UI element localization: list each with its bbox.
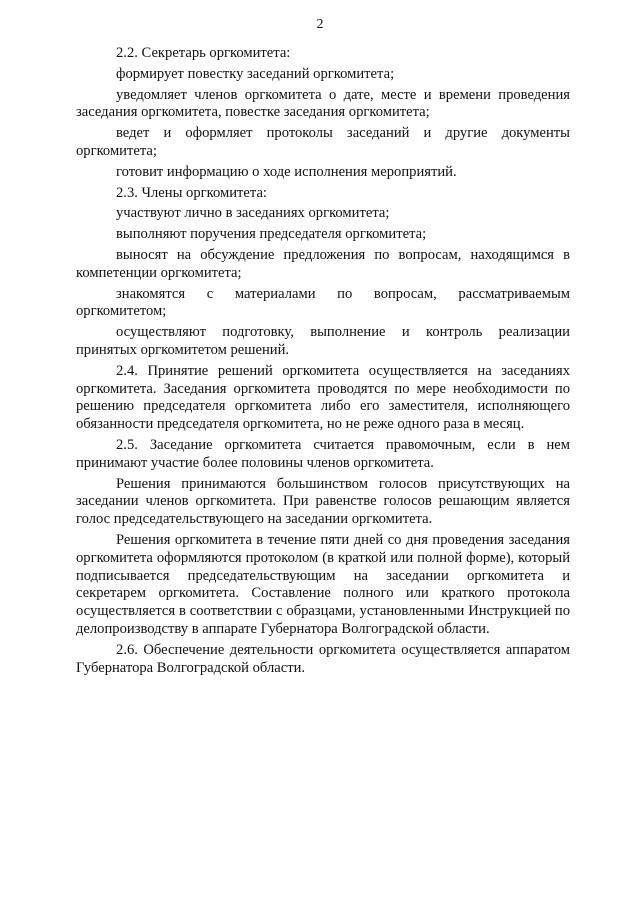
paragraph-secretary-minutes: ведет и оформляет протоколы заседаний и другие документы оргкомитета; [76, 125, 570, 159]
paragraph-members-materials: знакомятся с материалами по вопросам, рассматриваемым оргкомитетом; [76, 285, 570, 320]
paragraph-2-6: 2.6. Обеспечение деятельности оргкомитета осуществляется аппаратом Губернатора Волгоградской области. [76, 641, 570, 676]
paragraph-2-5: 2.5. Заседание оргкомитета считается правомочным, если в нем принимают участие более половины членов оргкомитета. [76, 436, 570, 471]
paragraph-members-participate: участвуют лично в заседаниях оргкомитета; [116, 205, 390, 222]
paragraph-secretary-info: готовит информацию о ходе исполнения мероприятий. [116, 163, 457, 180]
paragraph-secretary-notify: уведомляет членов оргкомитета о дате, месте и времени проведения заседания оргкомитета, повестке заседания оргкомитета; [76, 86, 570, 121]
paragraph-decisions-protocol: Решения оргкомитета в течение пяти дней со дня проведения заседания оргкомитета оформляются протоколом (в краткой или полной форме), который подписывается председательствующим на заседании оргкомитета и секретарем оргкомитета. Составление полного или краткого протокола осуществляется в соответствии с образцами, установленными Инструкцией по делопроизводству в аппарате Губернатора Волгоградской области. [76, 531, 570, 637]
paragraph-2-2-heading: 2.2. Секретарь оргкомитета: [116, 45, 291, 61]
paragraph-members-proposals: выносят на обсуждение предложения по вопросам, находящимся в компетенции оргкомитета; [76, 246, 570, 281]
document-body [76, 42, 570, 677]
paragraph-decisions-majority: Решения принимаются большинством голосов присутствующих на заседании членов оргкомитета. При равенстве голосов решающим является голос председательствующего на заседании оргкомитета. [76, 475, 570, 528]
paragraph-members-implementation: осуществляют подготовку, выполнение и контроль реализации принятых оргкомитетом решений. [76, 324, 570, 358]
paragraph-2-4: 2.4. Принятие решений оргкомитета осуществляется на заседаниях оргкомитета. Заседания оргкомитета проводятся по мере необходимости по решению председателя оргкомитета либо его заместителя, исполняющего обязанности председателя оргкомитета, но не реже одного раза в месяц. [76, 362, 570, 433]
paragraph-2-3-heading: 2.3. Члены оргкомитета: [116, 184, 267, 201]
paragraph-members-instructions: выполняют поручения председателя оргкомитета; [116, 226, 427, 243]
page-number: 2 [316, 17, 324, 32]
paragraph-secretary-agenda: формирует повестку заседаний оргкомитета; [116, 65, 395, 82]
